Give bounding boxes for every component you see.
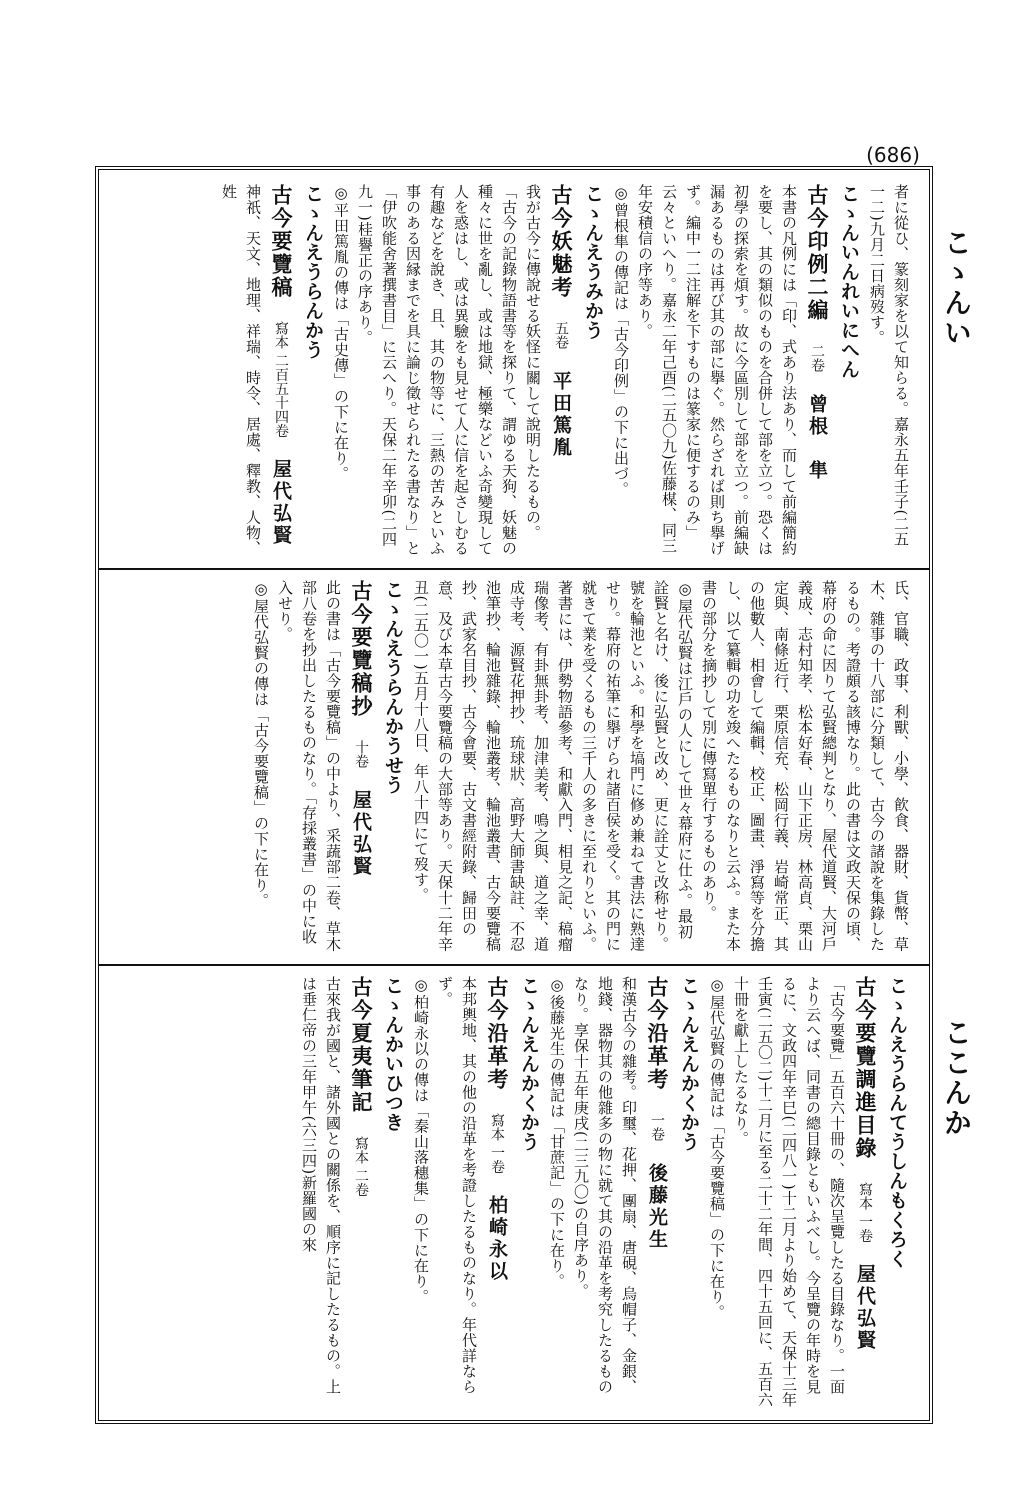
entry-reading-heading: こゝんいんれいにへん xyxy=(838,184,860,379)
entry-body-text: 我が古今に傳說せる妖怪に關して說明したるもの。「古今の記錄物語書等を探りて、謂ゆる天狗、妖魅の種々に世を亂し、或は地獄、極樂などいふ奇變現して人を惑はし、或は異驗をも見せて人に信を起さしむる有趣などを說き、且、其の物等に、三熱の苦みといふ事のある因縁までを具に論じ徵せられたる書なり」と「伊吹能舍著撰書目」に云へり。天保二年辛卯(二四九一)桂譽正の序あり。 xyxy=(356,184,542,556)
entry-title-line xyxy=(645,976,669,1408)
entry-title-line xyxy=(349,976,373,1408)
entry-body-text: 神祇、天文、地理、祥瑞、時令、居處、釋教、人物、姓 xyxy=(220,184,262,556)
entry-volumes: 寫本 二百五十四卷 xyxy=(273,321,289,438)
entry-volumes: 二卷 xyxy=(809,344,825,372)
running-head-top: こゝんい xyxy=(940,228,973,348)
entry-title-line xyxy=(549,184,573,560)
entry-volumes: 寫本 一卷 xyxy=(857,1182,873,1243)
page-number: (686) xyxy=(866,143,920,167)
entry-volumes: 十卷 xyxy=(353,740,369,768)
band-divider-top xyxy=(99,568,929,570)
entry-title: 古今要覽調進目錄 xyxy=(853,976,878,1160)
entry-author: 屋代弘賢 xyxy=(854,1264,876,1353)
bottom-band xyxy=(115,976,913,1408)
entry-title: 古今要覽稿 xyxy=(269,184,294,299)
entry-title: 古今妖魅考 xyxy=(549,184,574,299)
entry-title: 古今印例二編 xyxy=(805,184,830,322)
running-head-bottom: ここんか xyxy=(940,1018,973,1138)
entry-body-text: 「古今要覽」五百六十冊の、隨次呈覽したる目錄なり。一面より云へば、同書の總目錄ともいふべし。今呈覽の年時を見るに、文政四年辛巳(二四八一)十二月より始めて、天保十三年壬寅(二五〇二)十二月に至る二十二年間、四十五回に、五百六十冊を獻上したるなり。 xyxy=(732,976,846,1408)
entry-body-text: 此の書は「古今要覽稿」の中より、采蔬部二卷、草木部八卷を抄出したるものなり。「存採叢書」の中に收入せり。 xyxy=(276,580,342,952)
entry-body-text: ◎後藤光生の傳記は「甘蔗記」の下に在り。 xyxy=(548,976,566,1289)
entry-title-line xyxy=(853,976,877,1408)
entry-author: 屋代弘賢 xyxy=(270,459,292,548)
entry-volumes: 寫本 一卷 xyxy=(489,1113,505,1174)
entry-reading-heading: こゝんえうらんかうせう xyxy=(382,580,404,795)
entry-body-text: ◎屋代弘賢の傳記は「古今要覽稿」の下に在り。 xyxy=(708,976,726,1320)
entry-author: 後藤光生 xyxy=(646,1163,668,1251)
entry-volumes: 一卷 xyxy=(649,1113,665,1141)
entry-reading-heading: こゝんえうらんかう xyxy=(302,184,324,360)
entry-body-text: 者に從ひ、篆刻家を以て知らる。嘉永五年壬子(二五一二)九月二日病歿す。 xyxy=(868,184,910,547)
entry-reading-heading: こゝんえうみかう xyxy=(582,184,604,340)
entry-body-text: 本邦輿地、其の他の沿革を考證したるものなり。年代詳ならず。 xyxy=(436,976,478,1395)
entry-author: 柏崎永以 xyxy=(486,1195,508,1284)
entry-author: 平田篤胤 xyxy=(550,371,572,459)
entry-volumes: 寫本 二卷 xyxy=(353,1136,369,1197)
entry-body-text: ◎平田篤胤の傳は「古史傳」の下に在り。 xyxy=(332,184,350,482)
entry-body-text: ◎柏崎永以の傳は「秦山落穗集」の下に在り。 xyxy=(412,976,430,1305)
middle-band xyxy=(115,580,913,954)
entry-title: 古今要覽稿抄 xyxy=(349,580,374,718)
entry-body-text: ◎曾根隼の傳記は「古今印例」の下に出づ。 xyxy=(612,184,630,497)
entry-title: 古今沿革考 xyxy=(645,976,670,1091)
entry-body-text: ◎屋代弘賢の傳は「古今要覽稿」の下に在り。 xyxy=(252,580,270,909)
entry-body-text: ◎屋代弘賢は江戶の人にして世々幕府に仕ふ。最初詮賢と名け、後に弘賢と改め、更に詮丈と改称せり。號を輪池といふ。和學を塙門に修め兼ねて書法に熟達せり。幕府の祐筆に擧げられ諸百侯を受く。其の門に就きて業を受くるもの三千人の多きに至れりといふ。著書には、伊勢物語參考、和獻入門、相見之記、稿瘤瑞像考、有卦無卦考、加津美考、鳴之與、道之幸、道成寺考、源賢花押抄、琉球狀、高野大師書缺註、不忍池筆抄、輪池雜錄、輪池叢考、輪池叢書、古今要覽稿抄、武家名目抄、古今會要、古文書經附錄、歸田の意、及び本草古今要覽稿の大部等あり。天保十二年辛丑(二五〇一)五月十八日、年八十四にて歿す。 xyxy=(412,580,694,952)
entry-author: 曾根 隼 xyxy=(806,394,828,482)
band-divider-bottom xyxy=(99,964,929,966)
top-band xyxy=(115,184,913,560)
entry-title-line xyxy=(269,184,293,560)
entry-volumes: 五卷 xyxy=(553,321,569,349)
entry-reading-heading: こゝんえんかくかう xyxy=(678,976,700,1152)
entry-body-text: 和漢古今の雜考。印璽、花押、團扇、唐硯、烏帽子、金銀、地錢、器物其の他雜多の物に就て其の沿革を考究したるものなり。享保十五年庚戌(二三九〇)の自序あり。 xyxy=(572,976,638,1395)
page-frame xyxy=(95,166,933,1424)
entry-author: 屋代弘賢 xyxy=(350,790,372,878)
entry-reading-heading: こゝんえうらんてうしんもくろく xyxy=(886,976,908,1269)
entry-title-line xyxy=(349,580,373,954)
entry-title-line xyxy=(485,976,509,1408)
entry-title: 古今沿革考 xyxy=(485,976,510,1091)
entry-title-line xyxy=(805,184,829,560)
entry-body-text: 古來我が國と、諸外國との關係を、順序に記したるもの。上は垂仁帝の三年甲午(六三四)新羅國の來 xyxy=(300,976,342,1395)
entry-body-text: 本書の凡例には「印、式あり法あり、而して前編簡約を要し、其の類似のものを合併して部を立つ。恐くは初學の探索を煩す。故に今區別して部を立つ。前編缺漏あるものは再び其の部に擧ぐ。然らざれば則ち擧げず。編中一二注解を下すものは篆家に便するのみ」云々といへり。嘉永二年己酉(二五〇九)佐藤楳、同三年安積信の序等あり。 xyxy=(636,184,798,556)
entry-body-text: 氏、官職、政事、利獸、小學、飮食、器財、貨幣、草木、雜事の十八部に分類して、古今の諸說を集錄したるもの。考證頗る該博なり。此の書は文政天保の頃、幕府の命に因りて弘賢總判となり、屋代道賢、大河戶義成、志村知孝、松本好春、山下正房、林高貞、栗山定與、南條近行、栗原信充、松岡行義、岩崎常正、其の他數人、相會して編輯、校正、圖畫、淨寫等を分擔し、以て纂輯の功を竣へたるものなりと云ふ。また本書の部分を摘抄して別に傳寫單行するものあり。 xyxy=(700,580,910,952)
entry-title: 古今夏夷筆記 xyxy=(349,976,374,1114)
entry-reading-heading: こゝんえんかくかう xyxy=(518,976,540,1152)
entry-reading-heading: こゝんかいひつき xyxy=(382,976,404,1132)
